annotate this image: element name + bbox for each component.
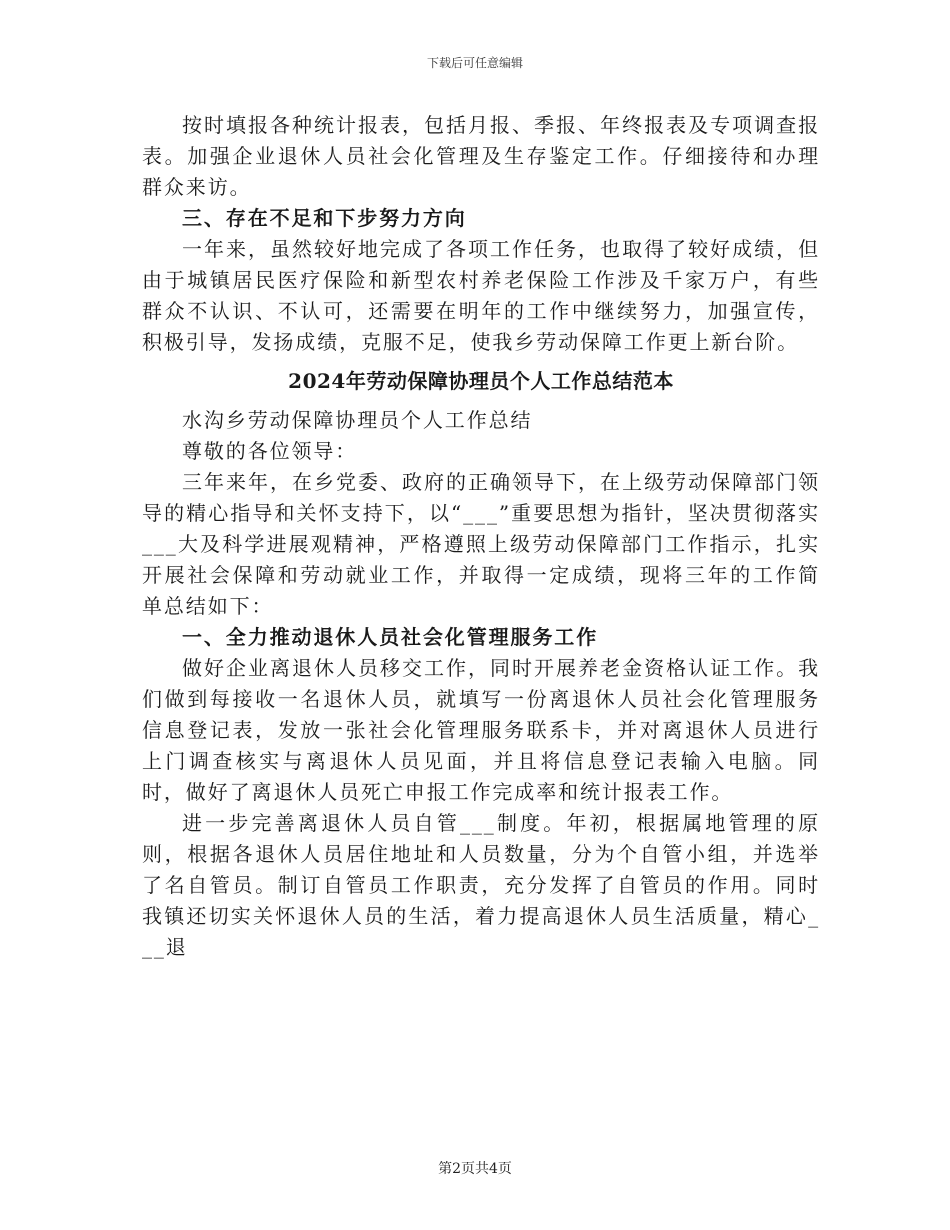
- paragraph: 一年来，虽然较好地完成了各项工作任务，也取得了较好成绩，但由于城镇居民医疗保险和新型农村养老保险工作涉及千家万户，有些群众不认识、不认可，还需要在明年的工作中继续努力，加强宣传，积极引导，发扬成绩，克服不足，使我乡劳动保障工作更上新台阶。: [142, 237, 820, 354]
- paragraph: 做好企业离退休人员移交工作，同时开展养老金资格认证工作。我们做到每接收一名退休人员，就填写一份离退休人员社会化管理服务信息登记表，发放一张社会化管理服务联系卡，并对离退休人员进行上门调查核实与离退休人员见面，并且将信息登记表输入电脑。同时，做好了离退休人员死亡申报工作完成率和统计报表工作。: [142, 656, 820, 804]
- section-heading: 三、存在不足和下步努力方向: [182, 206, 467, 230]
- document-body: [142, 110, 820, 963]
- salutation: 尊敬的各位领导：: [182, 439, 358, 463]
- paragraph: 按时填报各种统计报表，包括月报、季报、年终报表及专项调查报表。加强企业退休人员社会化管理及生存鉴定工作。仔细接待和办理群众来访。: [142, 113, 820, 199]
- paragraph: 三年来年，在乡党委、政府的正确领导下，在上级劳动保障部门领导的精心指导和关怀支持下，以“___”重要思想为指针，坚决贯彻落实___大及科学进展观精神，严格遵照上级劳动保障部门工作指示，扎实开展社会保障和劳动就业工作，并取得一定成绩，现将三年的工作简单总结如下：: [142, 470, 820, 618]
- page-header: 下载后可任意编辑: [426, 56, 523, 70]
- paragraph: 进一步完善离退休人员自管___制度。年初，根据属地管理的原则，根据各退休人员居住地址和人员数量，分为个自管小组，并选举了名自管员。制订自管员工作职责，充分发挥了自管员的作用。同时我镇还切实关怀退休人员的生活，着力提高退休人员生活质量，精心___退: [142, 811, 820, 959]
- section-heading: 一、全力推动退休人员社会化管理服务工作: [182, 625, 599, 649]
- document-title: 2024年劳动保障协理员个人工作总结范本: [288, 369, 674, 393]
- paragraph: 水沟乡劳动保障协理员个人工作总结: [182, 408, 533, 432]
- page-footer: 第2页共4页: [438, 1161, 512, 1177]
